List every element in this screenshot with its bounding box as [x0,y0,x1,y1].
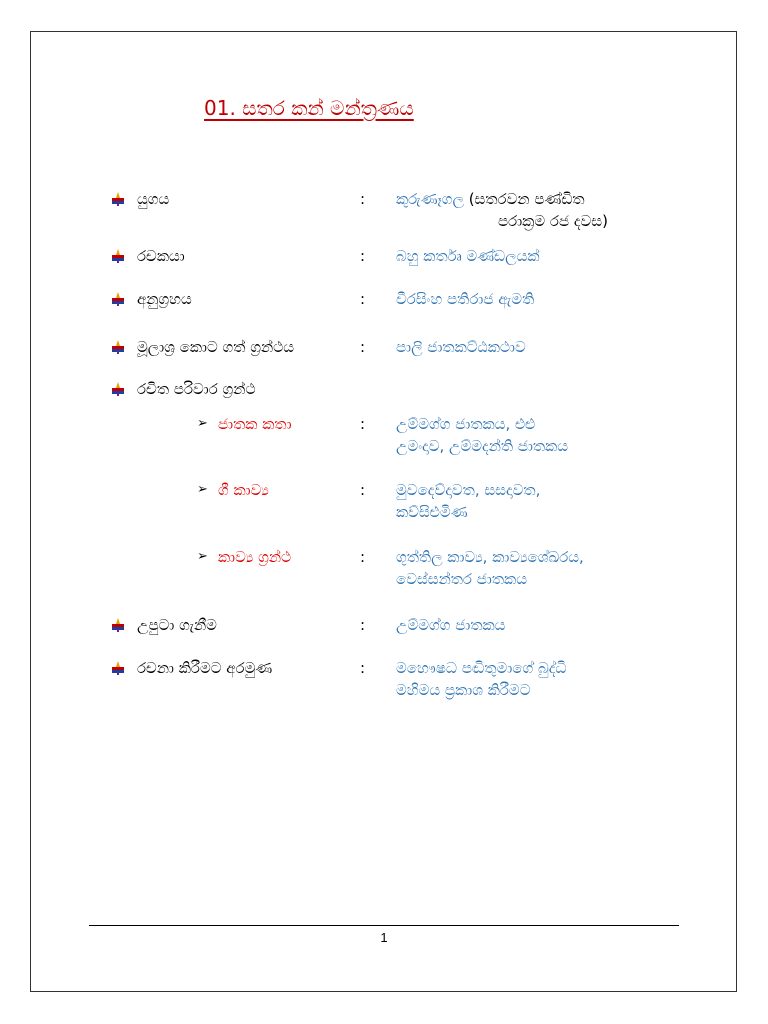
row-colon: : [360,290,366,308]
four-color-diamond-bullet-icon [111,661,125,675]
row-label: මූලාශ්‍ර කොට ගත් ග්‍රන්ථය [137,338,295,356]
row-colon: : [360,548,366,566]
sub-row-label: ගී කාව්‍ය [218,481,269,499]
four-color-diamond-bullet-icon [111,192,125,206]
page-title: 01. සතර කන් මන්ත්‍රණය [204,96,414,120]
arrowhead-bullet-icon: ➢ [197,416,208,431]
four-color-diamond-bullet-icon [111,340,125,354]
row-colon: : [360,481,366,499]
sub-row-value [396,479,666,523]
row-colon: : [360,616,366,634]
sub-row-value [396,546,666,590]
row-value: පාලි ජාතකට්ඨකථාව [396,338,526,356]
sub-row-value-line2: උමංදාව, උම්මදන්ති ජාතකය [396,437,569,455]
four-color-diamond-bullet-icon [111,382,125,396]
row-value-line2: පරාක්‍රම රජ දවස) [498,212,608,230]
footer-divider [89,925,679,926]
row-colon: : [360,338,366,356]
row-label: අනුග්‍රහය [137,290,192,308]
row-label: යුගය [137,190,170,208]
row-value-line2: මහිමය ප්‍රකාශ කිරීමට [396,681,531,699]
four-color-diamond-bullet-icon [111,292,125,306]
row-colon: : [360,415,366,433]
row-colon: : [360,659,366,677]
row-value-extra: (සතරවන පණ්ඩිත [468,190,585,208]
sub-row-value-line2: වෙස්සන්තර ජාතකය [396,570,527,588]
row-value-main: කුරුණෑගල [396,190,464,208]
sub-row-value-line1: උම්මග්ග ජාතකය, එළු [396,415,536,433]
sub-row-label: කාව්‍ය ග්‍රන්ථ [218,548,292,566]
sub-row-value [396,413,666,457]
row-value: බහු කර්තෘ මණ්ඩලයක් [396,247,540,265]
row-colon: : [360,247,366,265]
four-color-diamond-bullet-icon [111,618,125,632]
four-color-diamond-bullet-icon [111,249,125,263]
sub-row-label: ජාතක කතා [218,415,292,433]
row-label: රචකයා [137,247,185,265]
row-value [396,657,666,701]
arrowhead-bullet-icon: ➢ [197,482,208,497]
row-label: රචනා කිරීමට අරමුණ [137,659,273,677]
row-value [396,188,666,232]
sub-row-value-line2: කව්සිළුමිණ [396,503,468,521]
row-value: උම්මග්ග ජාතකය [396,616,506,634]
row-value: වීරසිංහ පතිරාජ ඇමති [396,290,535,308]
row-label: රචිත පරිවාර ග්‍රන්ථ [137,380,256,398]
page-number: 1 [380,930,388,945]
row-label: උපුටා ගැනීම [137,616,217,634]
arrowhead-bullet-icon: ➢ [197,549,208,564]
sub-row-value-line1: ගුත්තිල කාව්‍ය, කාව්‍යශේඛරය, [396,548,584,566]
sub-row-value-line1: මුවදෙව්දාවත, සසදාවත, [396,481,541,499]
row-value-line1: මහෞෂධ පඬිතුමාගේ බුද්ධි [396,659,567,677]
row-colon: : [360,190,366,208]
